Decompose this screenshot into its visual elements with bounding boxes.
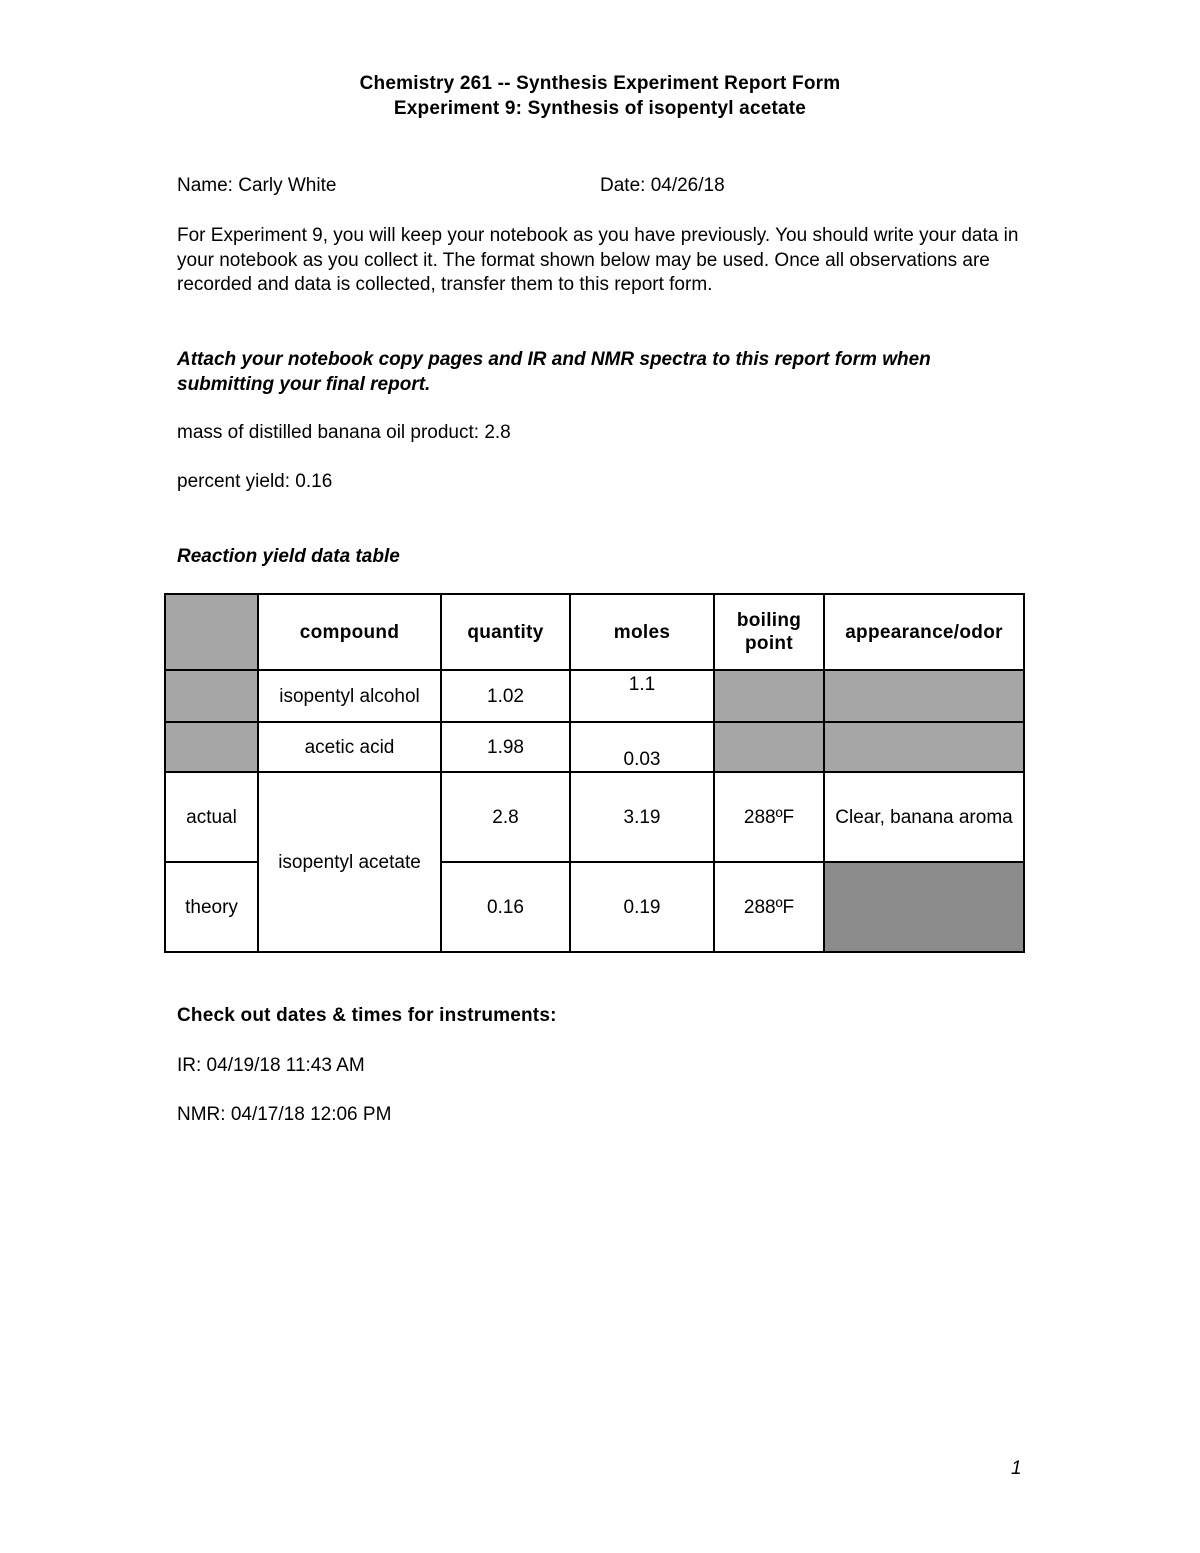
alcohol-quantity: 1.02 — [441, 670, 570, 722]
acid-bp-blank — [714, 722, 824, 772]
student-name: Name: Carly White — [177, 175, 337, 196]
page-subtitle: Experiment 9: Synthesis of isopentyl acetate — [393, 98, 807, 119]
header-blank-cell — [165, 594, 258, 670]
product-compound: isopentyl acetate — [258, 772, 441, 952]
percent-yield: percent yield: 0.16 — [177, 471, 333, 492]
actual-quantity: 2.8 — [441, 772, 570, 862]
actual-boiling-point: 288ºF — [714, 772, 824, 862]
alcohol-compound: isopentyl alcohol — [258, 670, 441, 722]
theory-label: theory — [165, 862, 258, 952]
table-heading: Reaction yield data table — [177, 546, 400, 567]
alcohol-appearance-blank — [824, 670, 1024, 722]
acid-moles: 0.03 — [570, 722, 714, 772]
ir-checkout: IR: 04/19/18 11:43 AM — [177, 1055, 365, 1076]
header-moles: moles — [570, 594, 714, 670]
nmr-checkout: NMR: 04/17/18 12:06 PM — [177, 1104, 392, 1125]
label-blank-cell — [165, 722, 258, 772]
header-appearance-odor: appearance/odor — [824, 594, 1024, 670]
actual-appearance: Clear, banana aroma — [824, 772, 1024, 862]
page-title: Chemistry 261 -- Synthesis Experiment Report Form — [359, 73, 841, 94]
attach-note: Attach your notebook copy pages and IR and NMR spectra to this report form when submitting your final report. — [177, 349, 931, 395]
header-quantity: quantity — [441, 594, 570, 670]
instructions-paragraph: For Experiment 9, you will keep your notebook as you have previously. You should write your data in your notebook as you collect it. The format shown below may be used. Once all observations are recorded and data is collected, transfer them to this report form. — [177, 225, 1019, 295]
reaction-yield-table — [164, 593, 1025, 953]
table-row-actual — [165, 772, 1024, 862]
theory-boiling-point: 288ºF — [714, 862, 824, 952]
actual-label: actual — [165, 772, 258, 862]
table-row-acid — [165, 722, 1024, 772]
report-date: Date: 04/26/18 — [600, 175, 725, 196]
page-number: 1 — [1011, 1458, 1022, 1479]
header-compound: compound — [258, 594, 441, 670]
theory-moles: 0.19 — [570, 862, 714, 952]
acid-quantity: 1.98 — [441, 722, 570, 772]
instruments-heading: Check out dates & times for instruments: — [177, 1005, 557, 1026]
table-row-alcohol — [165, 670, 1024, 722]
alcohol-bp-blank — [714, 670, 824, 722]
acid-compound: acetic acid — [258, 722, 441, 772]
alcohol-moles: 1.1 — [570, 670, 714, 722]
product-mass: mass of distilled banana oil product: 2.8 — [177, 422, 511, 443]
theory-quantity: 0.16 — [441, 862, 570, 952]
table-header-row — [165, 594, 1024, 670]
acid-appearance-blank — [824, 722, 1024, 772]
theory-appearance-blank — [824, 862, 1024, 952]
label-blank-cell — [165, 670, 258, 722]
actual-moles: 3.19 — [570, 772, 714, 862]
header-boiling-point: boiling point — [714, 594, 824, 670]
